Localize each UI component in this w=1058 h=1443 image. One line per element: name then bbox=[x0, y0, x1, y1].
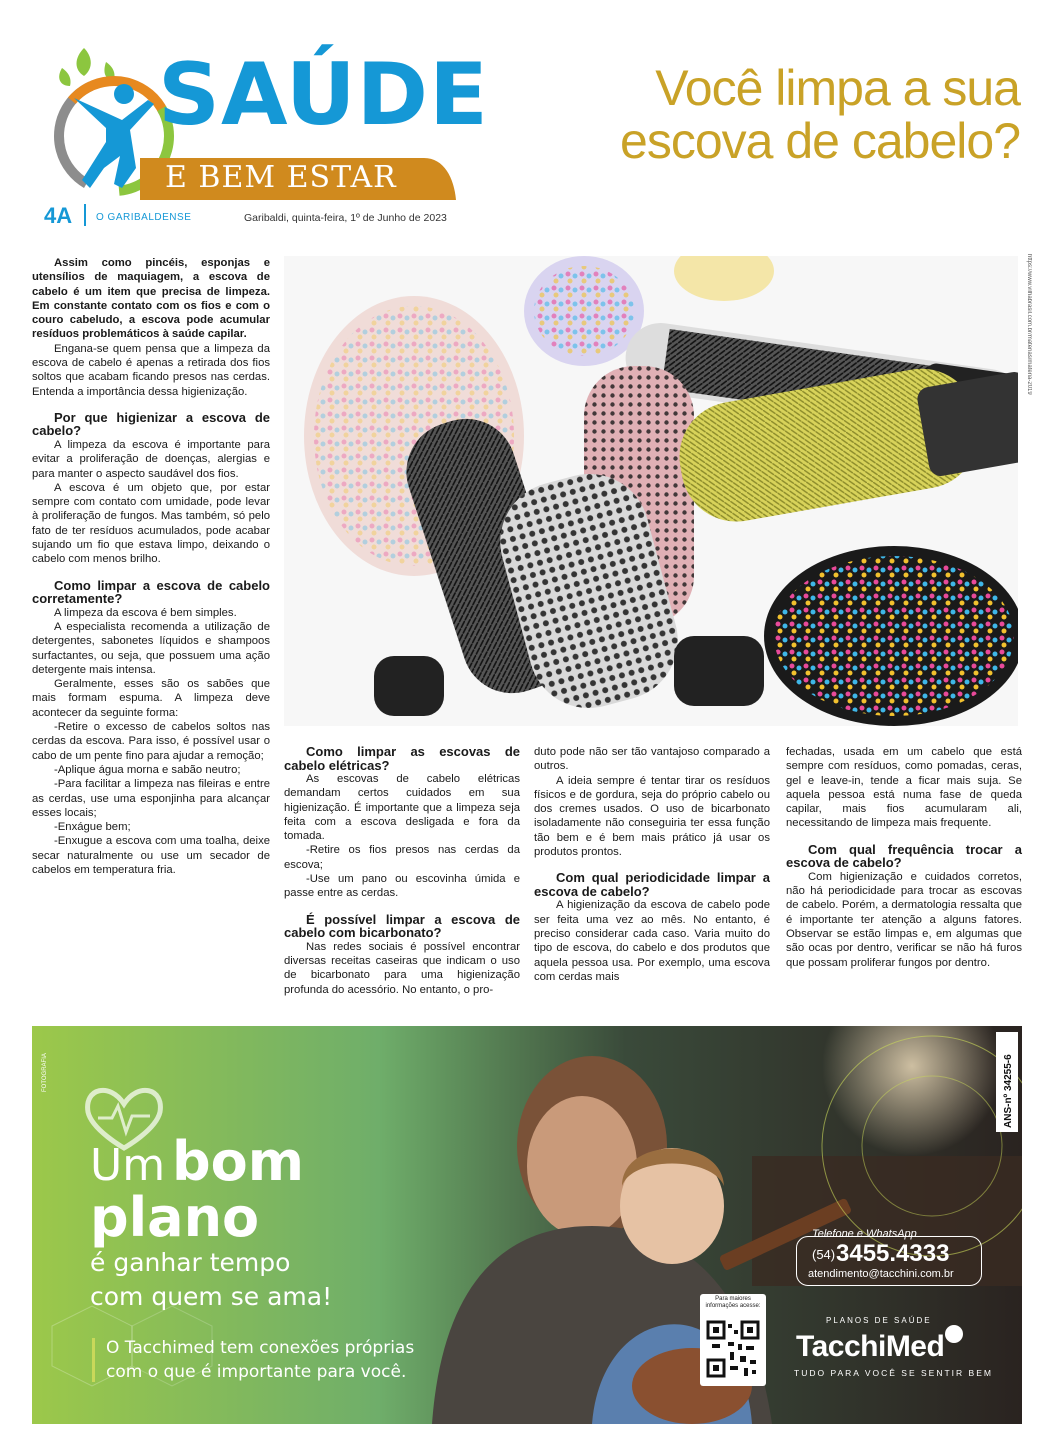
phone-label: Telefone e WhatsApp bbox=[812, 1228, 917, 1240]
subheading: Com qual periodicidade limpar a escova de cabelo? bbox=[534, 870, 770, 899]
subheading: Com qual frequência trocar a escova de cabelo? bbox=[786, 841, 1022, 871]
paragraph: -Enxágue bem; bbox=[54, 821, 131, 834]
newspaper-name: O GARIBALDENSE bbox=[96, 212, 192, 223]
ans-registration bbox=[996, 1032, 1018, 1132]
page-separator bbox=[84, 204, 86, 226]
ad-headline-plano: plano bbox=[90, 1186, 260, 1249]
paragraph: A escova é um objeto que, por estar sempre com contato com umidade, pode levar à proliferação de fungos. Mas também, só pelo fato de ter resíduos acumulados, pode acabar sujando um fio que estava limpo, deixando o cabelo com menos brilho. bbox=[32, 481, 270, 566]
brand-kicker: PLANOS DE SAÚDE bbox=[826, 1316, 932, 1325]
paragraph: Engana-se quem pensa que a limpeza da escova de cabelo é apenas a retirada dos fios soltos que acabam ficando presos nas cerdas. Entenda a importância dessa higienização. bbox=[32, 342, 270, 398]
article-column-4 bbox=[786, 745, 1022, 970]
paragraph: A limpeza da escova é bem simples. bbox=[54, 606, 237, 619]
phone-number: 3455.4333 bbox=[836, 1240, 950, 1267]
paragraph: -Enxugue a escova com uma toalha, deixe secar naturalmente ou use um secador de cabelos em temperatura fria. bbox=[32, 835, 270, 876]
paragraph: -Use um pano ou escovinha úmida e passe entre as cerdas. bbox=[284, 873, 520, 900]
paragraph: A especialista recomenda a utilização de detergentes, sabonetes líquidos e shampoos surfactantes, ou seja, que possuem uma ação detergente mais intensa. bbox=[32, 620, 270, 676]
article-lead: Assim como pincéis, esponjas e utensílios de maquiagem, a escova de cabelo é um item que precisa de limpeza. Em constante contato com os fios e com o couro cabeludo, a escova pode acumular resíduos problemáticos à saúde capilar. bbox=[32, 257, 270, 341]
paragraph: -Aplique água morna e sabão neutro; bbox=[54, 763, 241, 776]
paragraph: -Retire o excesso de cabelos soltos nas cerdas da escova. Para isso, é possível usar o cabo de um pente fino para ajudar a remoção; bbox=[32, 721, 270, 762]
ad-tagline-1: é ganhar tempo bbox=[90, 1248, 291, 1277]
paragraph: A ideia sempre é tentar tirar os resíduos físicos e de gordura, seja do próprio cabelo ou dos cremes usados. O uso de bicarbonato isoladamente não conseguiria ter essa função tão bem e é bem mais prático já usar os produtos prontos. bbox=[534, 774, 770, 859]
hairbrushes-photo bbox=[284, 256, 1018, 726]
paragraph: A higienização da escova de cabelo pode ser feita uma vez ao mês. No entanto, é preciso considerar cada caso. Varia muito do tipo de escova, do cabelo e dos produtos que aquela pessoa usa. Por exemplo, uma escova com cerdas mais bbox=[534, 899, 770, 983]
qr-caption: Para maiores informações acesse: bbox=[705, 1296, 761, 1309]
ad-accent-bar bbox=[92, 1338, 95, 1382]
paragraph: -Retire os fios presos nas cerdas da escova; bbox=[284, 844, 520, 871]
page-number: 4A bbox=[44, 203, 73, 228]
paragraph: As escovas de cabelo elétricas demandam certos cuidados em sua higienização. É importante que a limpeza seja feita com a escova desligada e fora da tomada. bbox=[284, 773, 520, 843]
article-column-3 bbox=[534, 745, 770, 984]
side-url bbox=[1018, 254, 1032, 414]
ad-copy-line-1: O Tacchimed tem conexões próprias bbox=[106, 1338, 415, 1358]
photo-credit-text: FOTOGRAFIA bbox=[42, 1053, 48, 1092]
paragraph: -Para facilitar a limpeza nas fileiras e entre as cerdas, use uma esponjinha para alcançar esses locais; bbox=[32, 778, 270, 819]
ad-tagline-2: com quem se ama! bbox=[90, 1282, 333, 1311]
subheading: Como limpar a escova de cabelo corretamente? bbox=[32, 577, 270, 607]
article-column-2 bbox=[284, 745, 520, 997]
section-subtitle: E BEM ESTAR bbox=[165, 160, 397, 195]
section-title: SAÚDE bbox=[158, 45, 489, 145]
brand-logo: TacchiMed bbox=[796, 1330, 945, 1363]
ad-headline-bom: bom bbox=[172, 1130, 305, 1193]
ans-registration-text: ANS-nº 34255-6 bbox=[1003, 1054, 1014, 1128]
dateline: Garibaldi, quinta-feira, 1º de Junho de 2023 bbox=[244, 212, 447, 224]
paragraph: Com higienização e cuidados corretos, não há periodicidade para trocar as escovas de cabelo. Porém, a dermatologia ressalta que é importante ter atenção a alguns fatores. Observar se estão limpas e, em algumas que são ocas por dentro, verificar se não há furos que possam proliferar fungos por dentro. bbox=[786, 870, 1022, 969]
paragraph: fechadas, usada em um cabelo que está sempre com resíduos, como pomadas, ceras, gel e leave-in, tende a ficar mais suja. Se aquela pessoa está numa fase de queda capilar, mais fios acumularam ali, necessitando de limpeza mais frequente. bbox=[786, 746, 1022, 830]
photo-credit bbox=[36, 1032, 50, 1092]
paragraph: Geralmente, esses são os sabões que mais formam espuma. A limpeza deve acontecer da seguinte forma: bbox=[32, 678, 270, 719]
headline-line-1: Você limpa a sua bbox=[655, 60, 1020, 116]
subheading: Por que higienizar a escova de cabelo? bbox=[32, 409, 270, 439]
brand-slogan: TUDO PARA VOCÊ SE SENTIR BEM bbox=[794, 1368, 993, 1378]
subheading: É possível limpar a escova de cabelo com bicarbonato? bbox=[284, 911, 520, 941]
contact-email: atendimento@tacchini.com.br bbox=[808, 1268, 954, 1280]
paragraph: duto pode não ser tão vantajoso comparado a outros. bbox=[534, 746, 770, 773]
ad-copy-line-2: com o que é importante para você. bbox=[106, 1362, 407, 1382]
ad-headline-um: Um bbox=[90, 1140, 166, 1191]
paragraph: Nas redes sociais é possível encontrar diversas receitas caseiras que indicam o uso de bicarbonato para uma higienização profunda do acessório. No entanto, o pro- bbox=[284, 940, 520, 996]
phone-area-code: (54) bbox=[812, 1247, 836, 1262]
headline bbox=[570, 62, 1020, 168]
subheading: Como limpar as escovas de cabelo elétricas? bbox=[284, 744, 520, 773]
paragraph: A limpeza da escova é importante para evitar a proliferação de doenças, alergias e para manter o aspecto saudável dos fios. bbox=[32, 438, 270, 480]
headline-line-2: escova de cabelo? bbox=[620, 113, 1020, 169]
article-column-1 bbox=[32, 256, 270, 877]
side-url-text: https://www.vilhabrasil.com.br/materias/materia-2019 bbox=[1026, 254, 1032, 395]
